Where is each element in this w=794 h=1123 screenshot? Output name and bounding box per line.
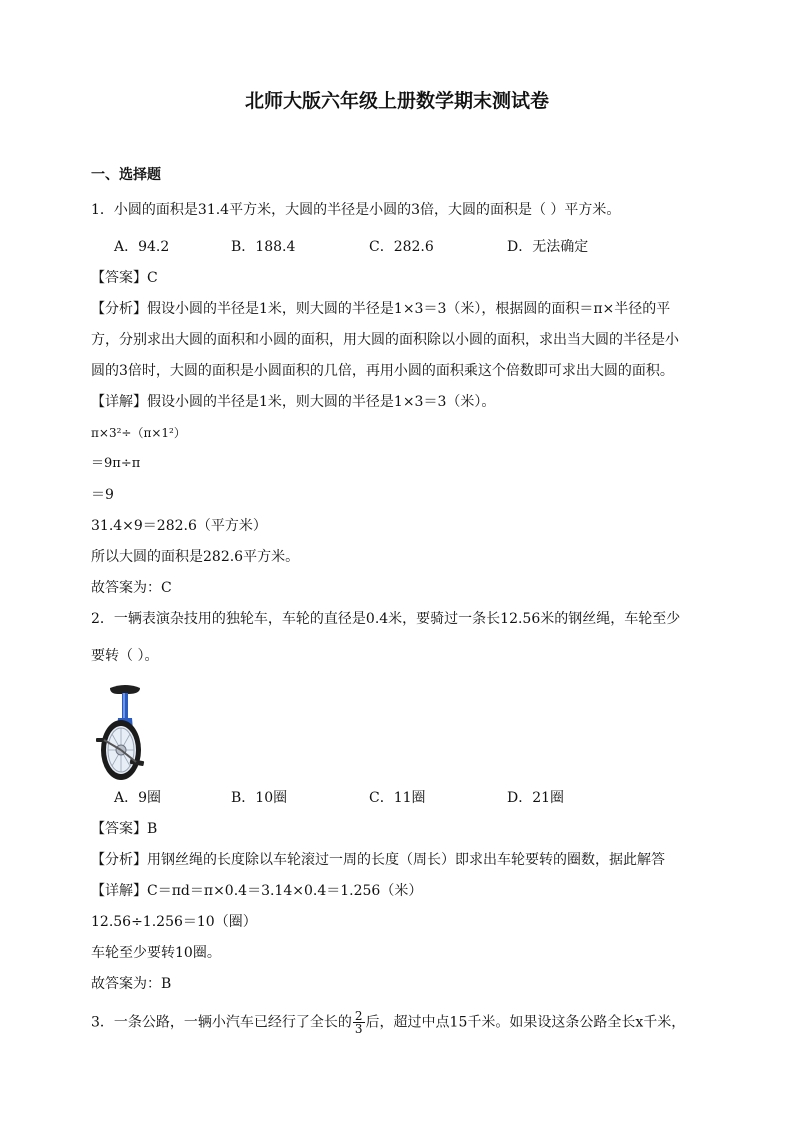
q1-detail-formula: ＝9 — [91, 487, 114, 503]
question-3-stem — [91, 1010, 685, 1035]
fraction-numerator: 2 — [354, 1009, 363, 1023]
unicycle-image — [88, 680, 158, 784]
q2-detail-line: 车轮至少要转10圈。 — [91, 945, 221, 961]
q1-detail-line: 所以大圆的面积是282.6平方米。 — [91, 549, 300, 565]
q1-answer: 【答案】C — [91, 270, 158, 286]
q3-stem-after: 后，超过中点15千米。如果设这条公路全长x千米， — [365, 1014, 686, 1031]
q1-option-b: B．188.4 — [231, 239, 296, 255]
q1-detail-line: 31.4×9＝282.6（平方米） — [91, 518, 267, 534]
q1-detail-formula: ＝9π÷π — [91, 456, 141, 471]
q1-analysis-line: 方，分别求出大圆的面积和小圆的面积，用大圆的面积除以小圆的面积，求出当大圆的半径是小 — [91, 332, 679, 348]
q3-stem-before: 3．一条公路，一辆小汽车已经行了全长的 — [91, 1014, 352, 1031]
question-2-stem: 要转（ ）。 — [91, 648, 159, 664]
question-1-stem: 1．小圆的面积是31.4平方米，大圆的半径是小圆的3倍，大圆的面积是（ ）平方米。 — [91, 202, 621, 218]
q2-detail-line: 12.56÷1.256＝10（圈） — [91, 914, 257, 930]
q2-option-d: D．21圈 — [507, 790, 565, 806]
q2-answer: 【答案】B — [91, 821, 158, 837]
q1-option-c: C．282.6 — [369, 239, 434, 255]
q2-detail-line: 【详解】C＝πd＝π×0.4＝3.14×0.4＝1.256（米） — [91, 883, 423, 899]
q2-analysis-line: 【分析】用钢丝绳的长度除以车轮滚过一周的长度（周长）即求出车轮要转的圈数，据此解答 — [91, 852, 665, 868]
q1-analysis-line: 圆的3倍时，大圆的面积是小圆面积的几倍，再用小圆的面积乘这个倍数即可求出大圆的面积。 — [91, 363, 674, 379]
question-2-stem: 2．一辆表演杂技用的独轮车，车轮的直径是0.4米，要骑过一条长12.56米的钢丝绳，车轮至少 — [91, 611, 681, 627]
q1-option-a: A．94.2 — [114, 239, 170, 255]
q2-option-a: A．9圈 — [114, 790, 162, 806]
fraction-denominator: 3 — [354, 1022, 363, 1036]
q1-detail-formula: π×3²÷（π×1²） — [91, 426, 186, 440]
q2-final-answer: 故答案为：B — [91, 976, 172, 992]
q2-option-b: B．10圈 — [231, 790, 288, 806]
q1-analysis-line: 【分析】假设小圆的半径是1米，则大圆的半径是1×3＝3（米），根据圆的面积＝π×半径的平 — [91, 301, 671, 317]
q2-option-c: C．11圈 — [369, 790, 426, 806]
fraction — [353, 1010, 365, 1035]
q1-detail-line: 【详解】假设小圆的半径是1米，则大圆的半径是1×3＝3（米）。 — [91, 394, 496, 410]
page-title: 北师大版六年级上册数学期末测试卷 — [244, 90, 549, 112]
q1-option-d: D．无法确定 — [507, 239, 589, 255]
q1-final-answer: 故答案为：C — [91, 580, 172, 596]
section-heading: 一、选择题 — [91, 167, 161, 183]
